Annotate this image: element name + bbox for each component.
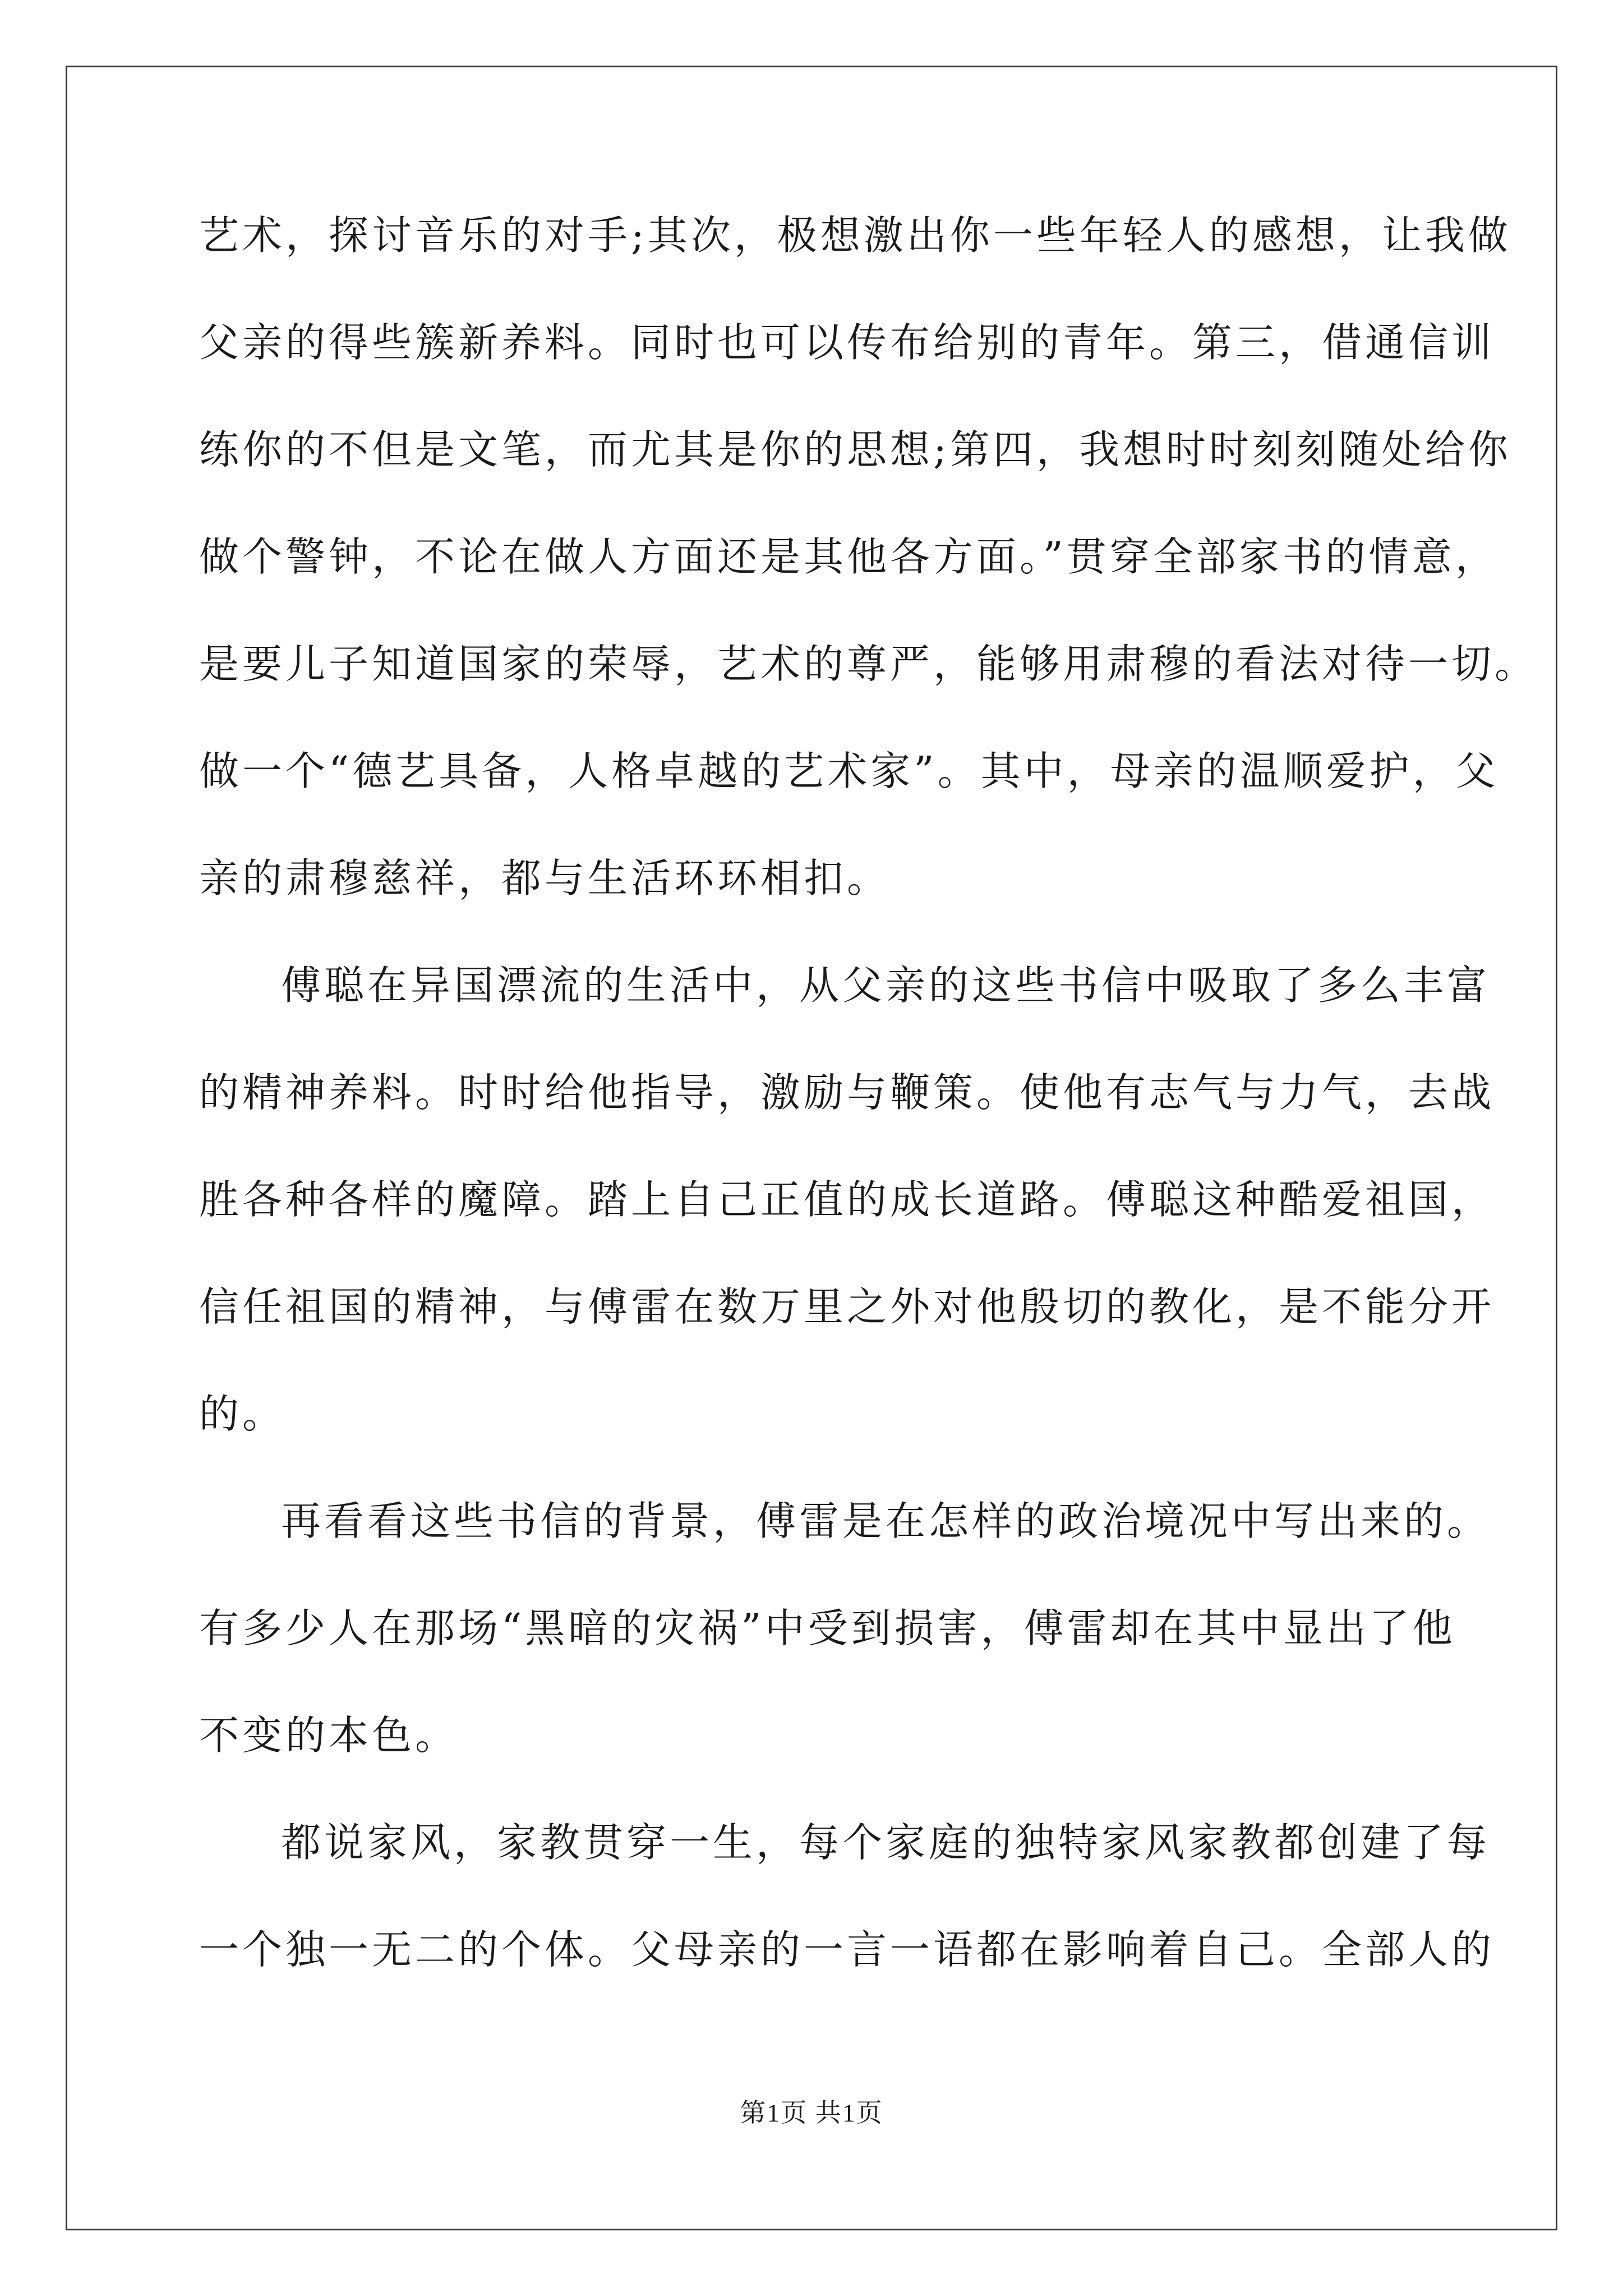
text-line: 父亲的得些簇新养料。同时也可以传布给别的青年。第三，借通信训 bbox=[199, 319, 1495, 366]
text-line: 练你的不但是文笔，而尤其是你的思想;第四，我想时时刻刻随处给你 bbox=[199, 426, 1511, 473]
text-line: 的精神养料。时时给他指导，激励与鞭策。使他有志气与力气，去战 bbox=[199, 1069, 1495, 1116]
text-line: 做一个“德艺具备，人格卓越的艺术家”。其中，母亲的温顺爱护，父 bbox=[199, 748, 1499, 794]
text-line: 胜各种各样的魔障。踏上自己正值的成长道路。傅聪这种酷爱祖国， bbox=[199, 1176, 1495, 1223]
text-line: 有多少人在那场“黑暗的灾祸”中受到损害，傅雷却在其中显出了他 bbox=[199, 1605, 1456, 1651]
paragraph-start-line: 傅聪在异国漂流的生活中，从父亲的这些书信中吸取了多么丰富 bbox=[281, 962, 1491, 1009]
text-line: 的。 bbox=[199, 1391, 286, 1437]
body-text bbox=[199, 208, 1538, 2029]
text-line: 信任祖国的精神，与傅雷在数万里之外对他殷切的教化，是不能分开 bbox=[199, 1283, 1495, 1330]
text-line: 不变的本色。 bbox=[199, 1712, 459, 1759]
text-line: 是要儿子知道国家的荣辱，艺术的尊严，能够用肃穆的看法对待一切。 bbox=[199, 641, 1538, 687]
paragraph-start-line: 都说家风，家教贯穿一生，每个家庭的独特家风家教都创建了每 bbox=[281, 1819, 1491, 1866]
paragraph-start-line: 再看看这些书信的背景，傅雷是在怎样的政治境况中写出来的。 bbox=[281, 1498, 1491, 1544]
text-line: 艺术，探讨音乐的对手;其次，极想激出你一些年轻人的感想，让我做 bbox=[199, 212, 1511, 259]
text-line: 做个警钟，不论在做人方面还是其他各方面。”贯穿全部家书的情意， bbox=[199, 533, 1498, 580]
text-line: 亲的肃穆慈祥，都与生活环环相扣。 bbox=[199, 855, 891, 901]
page-number-footer: 第1页 共1页 bbox=[740, 2099, 883, 2127]
text-line: 一个独一无二的个体。父母亲的一言一语都在影响着自己。全部人的 bbox=[199, 1926, 1495, 1973]
